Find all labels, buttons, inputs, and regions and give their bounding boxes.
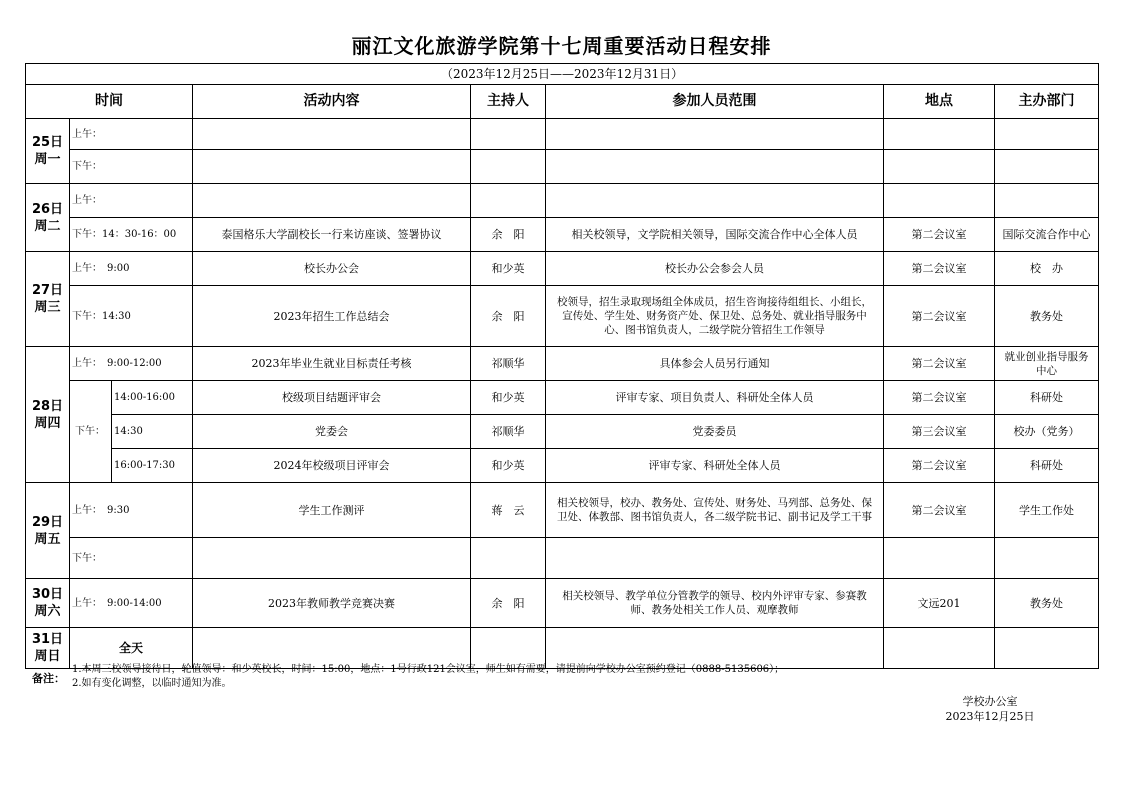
content-cell: 2023年教师教学竞赛决赛 bbox=[193, 579, 471, 628]
department-cell: 教务处 bbox=[995, 286, 1099, 347]
day-weekday: 周五 bbox=[34, 531, 61, 547]
location-cell: 第二会议室 bbox=[884, 483, 995, 538]
table-row bbox=[26, 286, 1099, 347]
department-cell: 教务处 bbox=[995, 579, 1099, 628]
table-row bbox=[26, 218, 1099, 252]
content-cell bbox=[193, 119, 471, 150]
host-cell: 祁顺华 bbox=[471, 415, 546, 449]
host-cell bbox=[471, 538, 546, 579]
content-cell: 2023年毕业生就业目标责任考核 bbox=[193, 347, 471, 381]
day-cell-25 bbox=[26, 119, 70, 184]
header-time: 时间 bbox=[26, 85, 193, 119]
participants-cell: 评审专家、科研处全体人员 bbox=[546, 449, 884, 483]
day-cell-27 bbox=[26, 252, 70, 347]
note-line: 2.如有变化调整，以临时通知为准。 bbox=[72, 678, 232, 689]
schedule-table bbox=[25, 63, 1099, 669]
participants-cell: 校领导，招生录取现场组全体成员，招生咨询接待组组长、小组长，宣传处、学生处、财务资产处、保卫处、总务处、就业指导服务中心、图书馆负责人，二级学院分管招生工作领导 bbox=[546, 286, 884, 347]
day-date: 29日 bbox=[31, 514, 64, 530]
participants-cell bbox=[546, 150, 884, 184]
participants-cell: 校长办公会参会人员 bbox=[546, 252, 884, 286]
time-cell: 16:00-17:30 bbox=[112, 449, 193, 483]
location-cell bbox=[884, 538, 995, 579]
host-cell: 和少英 bbox=[471, 449, 546, 483]
day-cell-26 bbox=[26, 184, 70, 252]
time-cell: 上午： 9:00-12:00 bbox=[70, 347, 193, 381]
content-cell: 校级项目结题评审会 bbox=[193, 381, 471, 415]
department-cell bbox=[995, 538, 1099, 579]
notes-lines bbox=[72, 663, 922, 691]
participants-cell: 相关校领导，文学院相关领导，国际交流合作中心全体人员 bbox=[546, 218, 884, 252]
issuer-office: 学校办公室 bbox=[962, 695, 1018, 708]
department-cell: 科研处 bbox=[995, 381, 1099, 415]
day-weekday: 周四 bbox=[34, 415, 61, 431]
time-cell: 上午： bbox=[70, 119, 193, 150]
content-cell: 2023年招生工作总结会 bbox=[193, 286, 471, 347]
pm-label-cell: 下午： bbox=[70, 381, 112, 483]
content-cell bbox=[193, 538, 471, 579]
content-cell: 党委会 bbox=[193, 415, 471, 449]
table-row bbox=[26, 347, 1099, 381]
day-cell-31 bbox=[26, 628, 70, 669]
host-cell: 余 阳 bbox=[471, 286, 546, 347]
day-weekday: 周三 bbox=[34, 300, 61, 315]
department-cell bbox=[995, 628, 1099, 669]
participants-cell bbox=[546, 119, 884, 150]
page-title: 丽江文化旅游学院第十七周重要活动日程安排 bbox=[351, 34, 772, 58]
table-row bbox=[26, 252, 1099, 286]
department-cell: 校 办 bbox=[995, 252, 1099, 286]
time-cell: 下午：14：30-16：00 bbox=[70, 218, 193, 252]
participants-cell: 评审专家、项目负责人、科研处全体人员 bbox=[546, 381, 884, 415]
host-cell: 祁顺华 bbox=[471, 347, 546, 381]
time-cell: 14:30 bbox=[112, 415, 193, 449]
department-cell: 学生工作处 bbox=[995, 483, 1099, 538]
time-cell: 上午： 9:00-14:00 bbox=[70, 579, 193, 628]
content-cell: 校长办公会 bbox=[193, 252, 471, 286]
table-row bbox=[26, 538, 1099, 579]
time-cell: 下午： bbox=[70, 538, 193, 579]
time-cell: 上午： 9:30 bbox=[70, 483, 193, 538]
content-cell: 2024年校级项目评审会 bbox=[193, 449, 471, 483]
location-cell bbox=[884, 150, 995, 184]
table-row bbox=[26, 449, 1099, 483]
day-weekday: 周二 bbox=[34, 218, 61, 234]
participants-cell: 具体参会人员另行通知 bbox=[546, 347, 884, 381]
day-date: 28日 bbox=[31, 398, 64, 414]
day-date: 30日 bbox=[31, 587, 64, 602]
day-cell-28 bbox=[26, 347, 70, 483]
location-cell: 第二会议室 bbox=[884, 286, 995, 347]
content-cell: 泰国格乐大学副校长一行来访座谈、签署协议 bbox=[193, 218, 471, 252]
table-row bbox=[26, 579, 1099, 628]
date-range-row bbox=[26, 64, 1099, 85]
participants-cell bbox=[546, 538, 884, 579]
day-cell-29 bbox=[26, 483, 70, 579]
header-content: 活动内容 bbox=[193, 85, 471, 119]
department-cell: 就业创业指导服务中心 bbox=[995, 347, 1099, 381]
day-date: 31日 bbox=[31, 632, 64, 647]
header-participants: 参加人员范围 bbox=[546, 85, 884, 119]
day-weekday: 周日 bbox=[34, 649, 61, 664]
table-row bbox=[26, 381, 1099, 415]
day-weekday: 周六 bbox=[34, 604, 61, 619]
location-cell: 第二会议室 bbox=[884, 449, 995, 483]
location-cell bbox=[884, 119, 995, 150]
participants-cell: 党委委员 bbox=[546, 415, 884, 449]
notes-label: 备注： bbox=[32, 672, 65, 685]
header-department: 主办部门 bbox=[995, 85, 1099, 119]
content-cell bbox=[193, 150, 471, 184]
participants-cell: 相关校领导、教学单位分管教学的领导、校内外评审专家、参赛教师、教务处相关工作人员、观摩教师 bbox=[546, 579, 884, 628]
department-cell: 科研处 bbox=[995, 449, 1099, 483]
location-cell: 文远201 bbox=[884, 579, 995, 628]
host-cell: 蒋 云 bbox=[471, 483, 546, 538]
day-date: 26日 bbox=[31, 201, 64, 217]
location-cell: 第三会议室 bbox=[884, 415, 995, 449]
header-location: 地点 bbox=[884, 85, 995, 119]
day-date: 27日 bbox=[31, 283, 64, 298]
department-cell bbox=[995, 150, 1099, 184]
content-cell bbox=[193, 184, 471, 218]
host-cell bbox=[471, 150, 546, 184]
note-line: 1.本周三校领导接待日，轮值领导：和少英校长，时间：15:00，地点：1号行政121会议室，师生如有需要，请提前向学校办公室预约登记（0888-5135606）； bbox=[72, 664, 785, 675]
time-cell: 14:00-16:00 bbox=[112, 381, 193, 415]
time-cell: 上午： bbox=[70, 184, 193, 218]
host-cell: 和少英 bbox=[471, 252, 546, 286]
department-cell bbox=[995, 119, 1099, 150]
table-row bbox=[26, 150, 1099, 184]
issuer-date: 2023年12月25日 bbox=[945, 710, 1035, 723]
date-range: （2023年12月25日——2023年12月31日） bbox=[26, 64, 1099, 85]
day-cell-30 bbox=[26, 579, 70, 628]
participants-cell: 相关校领导，校办、教务处、宣传处、财务处、马列部、总务处、保卫处、体教部、图书馆负责人，各二级学院书记、副书记及学工干事 bbox=[546, 483, 884, 538]
time-cell: 全天 bbox=[70, 628, 193, 669]
day-weekday: 周一 bbox=[34, 152, 61, 167]
table-row bbox=[26, 415, 1099, 449]
location-cell: 第二会议室 bbox=[884, 218, 995, 252]
host-cell: 和少英 bbox=[471, 381, 546, 415]
day-date: 25日 bbox=[31, 135, 64, 150]
host-cell: 余 阳 bbox=[471, 579, 546, 628]
time-cell: 上午： 9:00 bbox=[70, 252, 193, 286]
department-cell bbox=[995, 184, 1099, 218]
location-cell: 第二会议室 bbox=[884, 347, 995, 381]
time-cell: 下午： bbox=[70, 150, 193, 184]
department-cell: 国际交流合作中心 bbox=[995, 218, 1099, 252]
issuer-block bbox=[900, 694, 1080, 724]
table-row bbox=[26, 119, 1099, 150]
location-cell: 第二会议室 bbox=[884, 381, 995, 415]
header-row bbox=[26, 85, 1099, 119]
header-host: 主持人 bbox=[471, 85, 546, 119]
table-row bbox=[26, 483, 1099, 538]
host-cell bbox=[471, 119, 546, 150]
location-cell bbox=[884, 184, 995, 218]
time-cell: 下午：14:30 bbox=[70, 286, 193, 347]
content-cell: 学生工作测评 bbox=[193, 483, 471, 538]
host-cell: 余 阳 bbox=[471, 218, 546, 252]
department-cell: 校办（党务） bbox=[995, 415, 1099, 449]
table-row bbox=[26, 184, 1099, 218]
location-cell: 第二会议室 bbox=[884, 252, 995, 286]
host-cell bbox=[471, 184, 546, 218]
participants-cell bbox=[546, 184, 884, 218]
